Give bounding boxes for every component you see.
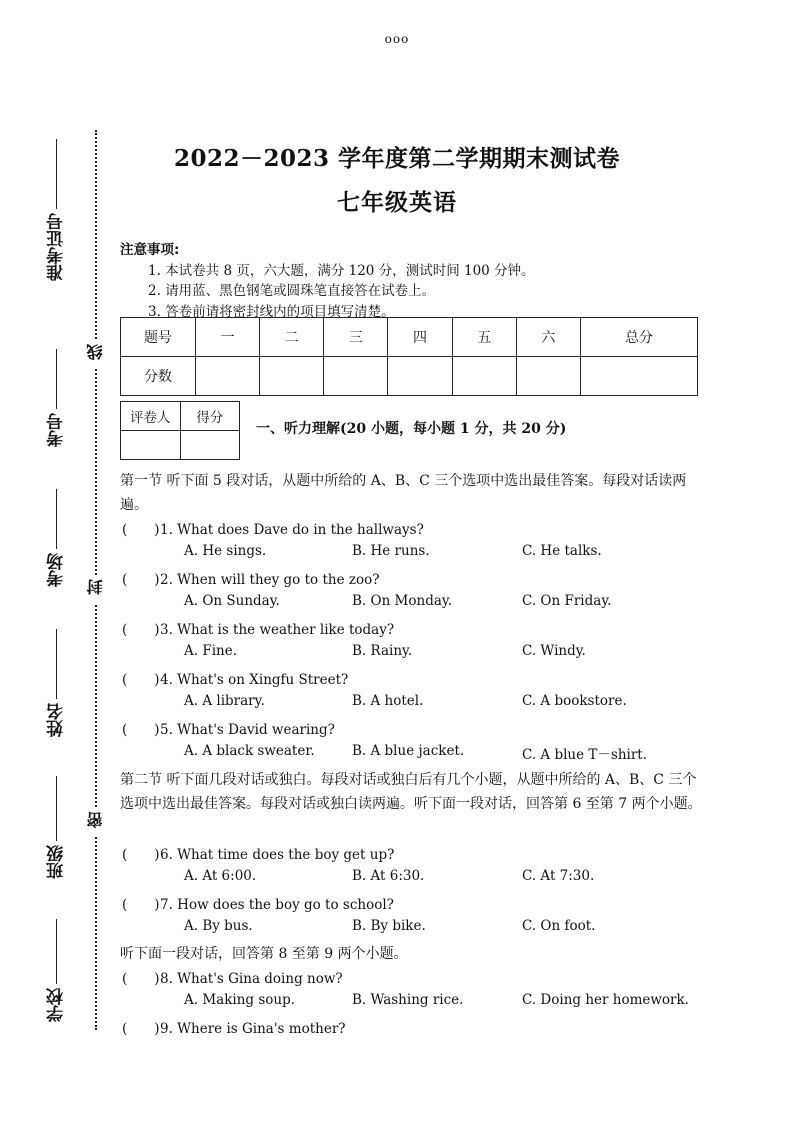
part2-sub-instruction: 听下面一段对话，回答第 8 至第 9 两个小题。 — [120, 946, 408, 962]
answer-option: C. On Friday. — [522, 593, 612, 609]
score-cell[interactable] — [452, 357, 516, 396]
question-stem — [122, 568, 379, 588]
answer-option: C. At 7:30. — [522, 868, 595, 884]
grader-label: 评卷人 — [121, 402, 181, 431]
answer-blank[interactable]: ( ) — [122, 572, 160, 588]
answer-blank[interactable]: ( ) — [122, 722, 160, 738]
answer-option: A. By bus. — [184, 918, 253, 934]
question-text: 4. What's on Xingfu Street? — [160, 672, 349, 688]
cut-mark-feng: 封 — [84, 575, 106, 603]
score-header-cell: 一 — [196, 318, 260, 357]
question-stem — [122, 1017, 346, 1037]
answer-option: A. On Sunday. — [184, 593, 280, 609]
answer-blank[interactable]: ( ) — [122, 522, 160, 538]
answer-option: B. On Monday. — [352, 593, 453, 609]
score-row-label: 分数 — [121, 357, 196, 396]
field-underline — [56, 139, 57, 209]
field-underline — [56, 349, 57, 409]
answer-option: C. Windy. — [522, 643, 586, 659]
question-text: 6. What time does the boy get up? — [160, 847, 395, 863]
field-underline — [56, 919, 57, 984]
answer-option: B. A blue jacket. — [352, 743, 465, 759]
score-cell[interactable] — [388, 357, 452, 396]
binding-field-exam-id — [41, 135, 71, 286]
question-text: 3. What is the weather like today? — [160, 622, 395, 638]
answer-blank[interactable]: ( ) — [122, 672, 160, 688]
question-stem — [122, 618, 394, 638]
question-stem — [122, 843, 394, 863]
question-stem — [122, 967, 343, 987]
binding-field-name — [41, 625, 71, 742]
answer-blank[interactable]: ( ) — [122, 897, 160, 913]
answer-option: A. He sings. — [184, 543, 267, 559]
binding-field-room — [41, 485, 71, 592]
answer-option: B. By bike. — [352, 918, 426, 934]
question-text: 9. Where is Gina's mother? — [160, 1021, 346, 1037]
notes-item: 3. 答卷前请将密封线内的项目填写清楚。 — [148, 303, 395, 320]
question-stem — [122, 718, 335, 738]
exam-notes — [120, 240, 535, 322]
question-stem — [122, 893, 394, 913]
score-header-cell: 题号 — [121, 318, 196, 357]
answer-option: B. Rainy. — [352, 643, 413, 659]
score-table — [120, 317, 698, 396]
field-label: 学校 — [46, 988, 67, 1022]
binding-field-class — [41, 772, 71, 884]
answer-option: B. A hotel. — [352, 693, 424, 709]
notes-item: 1. 本试卷共 8 页，六大题，满分 120 分，测试时间 100 分钟。 — [148, 262, 535, 279]
score-cell[interactable] — [516, 357, 580, 396]
answer-blank[interactable]: ( ) — [122, 622, 160, 638]
part2-instruction: 第二节 听下面几段对话或独白。每段对话或独白后有几个小题，从题中所给的 A、B、C 三个选项中选出最佳答案。每段对话或独白读两遍。听下面一段对话，回答第 6 至第 7 两个小题。 — [120, 772, 702, 812]
grader-table — [120, 401, 240, 460]
question-text: 5. What's David wearing? — [160, 722, 335, 738]
field-label: 准考证号 — [46, 213, 67, 281]
grader-score-label: 得分 — [180, 402, 240, 431]
score-table-score-row — [121, 357, 698, 396]
field-underline — [56, 629, 57, 699]
field-label: 考号 — [46, 413, 67, 447]
score-table-header-row — [121, 318, 698, 357]
score-header-cell: 总分 — [580, 318, 697, 357]
answer-option: A. Making soup. — [184, 992, 296, 1008]
score-cell[interactable] — [580, 357, 697, 396]
field-label: 考场 — [46, 553, 67, 587]
question-stem — [122, 668, 348, 688]
question-text: 1. What does Dave do in the hallways? — [160, 522, 424, 538]
cut-mark-xian: 线 — [84, 340, 106, 368]
notes-heading: 注意事项: — [120, 242, 180, 258]
answer-blank[interactable]: ( ) — [122, 971, 160, 987]
score-cell[interactable] — [260, 357, 324, 396]
part1-instruction: 第一节 听下面 5 段对话，从题中所给的 A、B、C 三个选项中选出最佳答案。每段对话读两遍。 — [120, 473, 687, 513]
answer-option: C. Doing her homework. — [522, 992, 689, 1008]
score-cell[interactable] — [324, 357, 388, 396]
section-title: 一、听力理解(20 小题，每小题 1 分，共 20 分) — [256, 421, 567, 437]
header-dots: ooo — [384, 32, 410, 46]
grader-score-cell[interactable] — [180, 431, 240, 460]
answer-option: A. Fine. — [184, 643, 237, 659]
answer-option: A. A black sweater. — [184, 743, 315, 759]
binding-field-seat — [41, 345, 71, 452]
question-stem — [122, 518, 424, 538]
exam-subtitle: 七年级英语 — [337, 189, 457, 216]
answer-blank[interactable]: ( ) — [122, 1021, 160, 1037]
cut-mark-mi: 密 — [84, 808, 106, 836]
field-label: 班级 — [46, 845, 67, 879]
score-header-cell: 四 — [388, 318, 452, 357]
answer-option: C. On foot. — [522, 918, 596, 934]
exam-title: 2022－2023 学年度第二学期期末测试卷 — [173, 145, 621, 172]
question-text: 2. When will they go to the zoo? — [160, 572, 380, 588]
question-text: 8. What's Gina doing now? — [160, 971, 343, 987]
score-header-cell: 五 — [452, 318, 516, 357]
notes-item: 2. 请用蓝、黑色钢笔或圆珠笔直接答在试卷上。 — [148, 283, 436, 299]
answer-option: B. Washing rice. — [352, 992, 464, 1008]
answer-option: B. He runs. — [352, 543, 430, 559]
field-underline — [56, 489, 57, 549]
answer-option: C. He talks. — [522, 543, 602, 559]
score-header-cell: 三 — [324, 318, 388, 357]
binding-field-school — [41, 915, 71, 1027]
grader-cell[interactable] — [121, 431, 181, 460]
answer-option: C. A blue T－shirt. — [522, 747, 648, 763]
field-label: 姓名 — [46, 703, 67, 737]
answer-option: B. At 6:30. — [352, 868, 425, 884]
answer-blank[interactable]: ( ) — [122, 847, 160, 863]
answer-option: C. A bookstore. — [522, 693, 627, 709]
answer-option: A. A library. — [184, 693, 265, 709]
score-cell[interactable] — [196, 357, 260, 396]
answer-option: A. At 6:00. — [184, 868, 257, 884]
score-header-cell: 二 — [260, 318, 324, 357]
question-text: 7. How does the boy go to school? — [160, 897, 394, 913]
score-header-cell: 六 — [516, 318, 580, 357]
field-underline — [56, 776, 57, 841]
